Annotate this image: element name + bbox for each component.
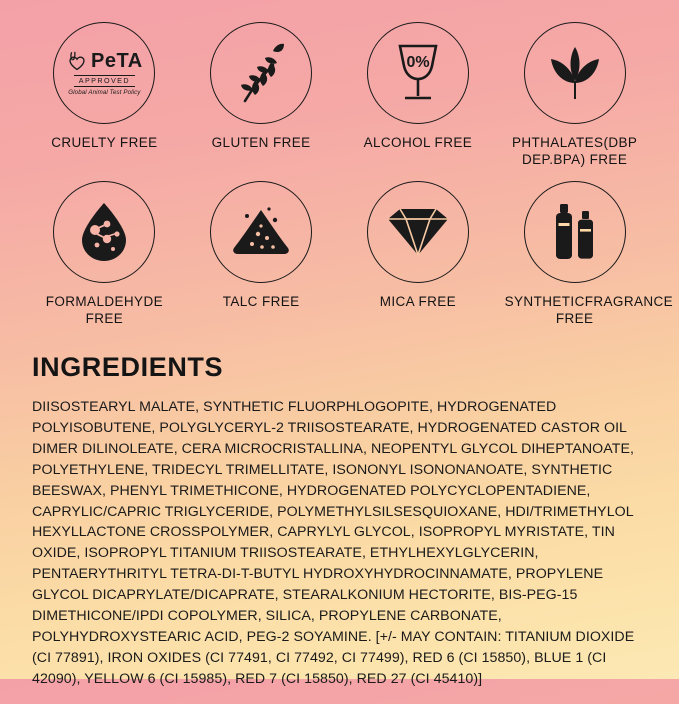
leaves-icon xyxy=(543,43,607,103)
wheat-stalk-icon xyxy=(231,41,291,105)
badge-label: ALCOHOL FREE xyxy=(363,135,473,150)
badge-label: CRUELTY FREE xyxy=(51,135,158,150)
badge-label: MICA FREE xyxy=(379,293,457,309)
bunny-heart-icon xyxy=(66,50,88,72)
peta-policy-text: Global Animal Test Policy xyxy=(68,89,141,96)
badge-label: SYNTHETICFRAGRANCE FREE xyxy=(504,293,674,326)
badge-phthalates-free xyxy=(498,22,651,169)
badge-circle xyxy=(210,22,312,124)
peta-wordmark: PeTA xyxy=(91,49,143,72)
badge-circle xyxy=(524,22,626,124)
chemical-droplet-icon xyxy=(73,200,135,264)
peta-approved-icon xyxy=(66,50,143,96)
ingredients-text: DIISOSTEARYL MALATE, SYNTHETIC FLUORPHLOGOPITE, HYDROGENATED POLYISOBUTENE, POLYGLYCERYL-2 TRIISOSTEARATE, HYDROGENATED CASTOR OIL DIMER DILINOLEATE, CERA MICROCRISTALLINA, NEOPENTYL GLYCOL DIHEPTANOATE, POLYETHYLENE, TRIDECYL TRIMELLITATE, ISONONYL ISONONANOATE, SYNTHETIC BEESWAX, PHENYL TRIMETHICONE, HYDROGENATED POLYCYCLOPENTADIENE, CAPRYLIC/CAPRIC TRIGLYCERIDE, POLYMETHYLSILSESQUIOXANE, HDI/TRIMETHYLOL HEXYLLACTONE CROSSPOLYMER, CAPRYLYL GLYCOL, ISOPROPYL MYRISTATE, TIN OXIDE, ISOPROPYL TITANIUM TRIISOSTEARATE, ETHYLHEXYLGLYCERIN, PENTAERYTHRITYL TETRA-DI-T-BUTYL HYDROXYHYDROCINNAMATE, PROPYLENE GLYCOL DICAPRYLATE/DICAPRATE, STEARALKONIUM HECTORITE, BIS-PEG-15 DIMETHICONE/IPDI COPOLYMER, SILICA, PROPYLENE CARBONATE, POLYHYDROXYSTEARIC ACID, PEG-2 SOYAMINE. [+/- MAY CONTAIN: TITANIUM DIOXIDE (CI 77891), IRON OXIDES (CI 77491, CI 77492, CI 77499), RED 6 (CI 15850), BLUE 1 (CI 42090), YELLOW 6 (CI 15985), RED 7 (CI 15850), RED 27 (CI 45410)] xyxy=(32,399,635,687)
badge-mica-free xyxy=(342,175,495,328)
badge-label: FORMALDEHYDE FREE xyxy=(45,293,164,326)
badge-formaldehyde-free xyxy=(28,175,181,328)
badge-circle xyxy=(53,22,155,124)
diamond-icon xyxy=(382,205,454,259)
zero-percent-text: 0% xyxy=(406,54,430,71)
badge-gluten-free xyxy=(185,22,338,169)
powder-pile-icon xyxy=(228,204,294,260)
badge-circle xyxy=(367,22,469,124)
badge-talc-free xyxy=(185,175,338,328)
badge-circle xyxy=(53,181,155,283)
badge-circle xyxy=(210,181,312,283)
badge-alcohol-free xyxy=(342,22,495,169)
ingredients-title: INGREDIENTS xyxy=(32,352,224,382)
badge-cruelty-free xyxy=(28,22,181,169)
badge-circle xyxy=(524,181,626,283)
wine-glass-zero-percent-icon xyxy=(388,40,448,106)
badge-synthetic-fragrance-free xyxy=(498,175,674,328)
ingredients-section xyxy=(0,352,679,704)
badge-label: PHTHALATES(DBP DEP.BPA) FREE xyxy=(511,135,638,167)
badge-label: TALC FREE xyxy=(222,293,300,309)
badge-circle xyxy=(367,181,469,283)
badge-label: GLUTEN FREE xyxy=(211,135,311,150)
certification-badge-grid xyxy=(0,0,679,328)
peta-approved-text: APPROVED xyxy=(74,75,135,87)
cosmetic-bottles-icon xyxy=(546,201,604,263)
